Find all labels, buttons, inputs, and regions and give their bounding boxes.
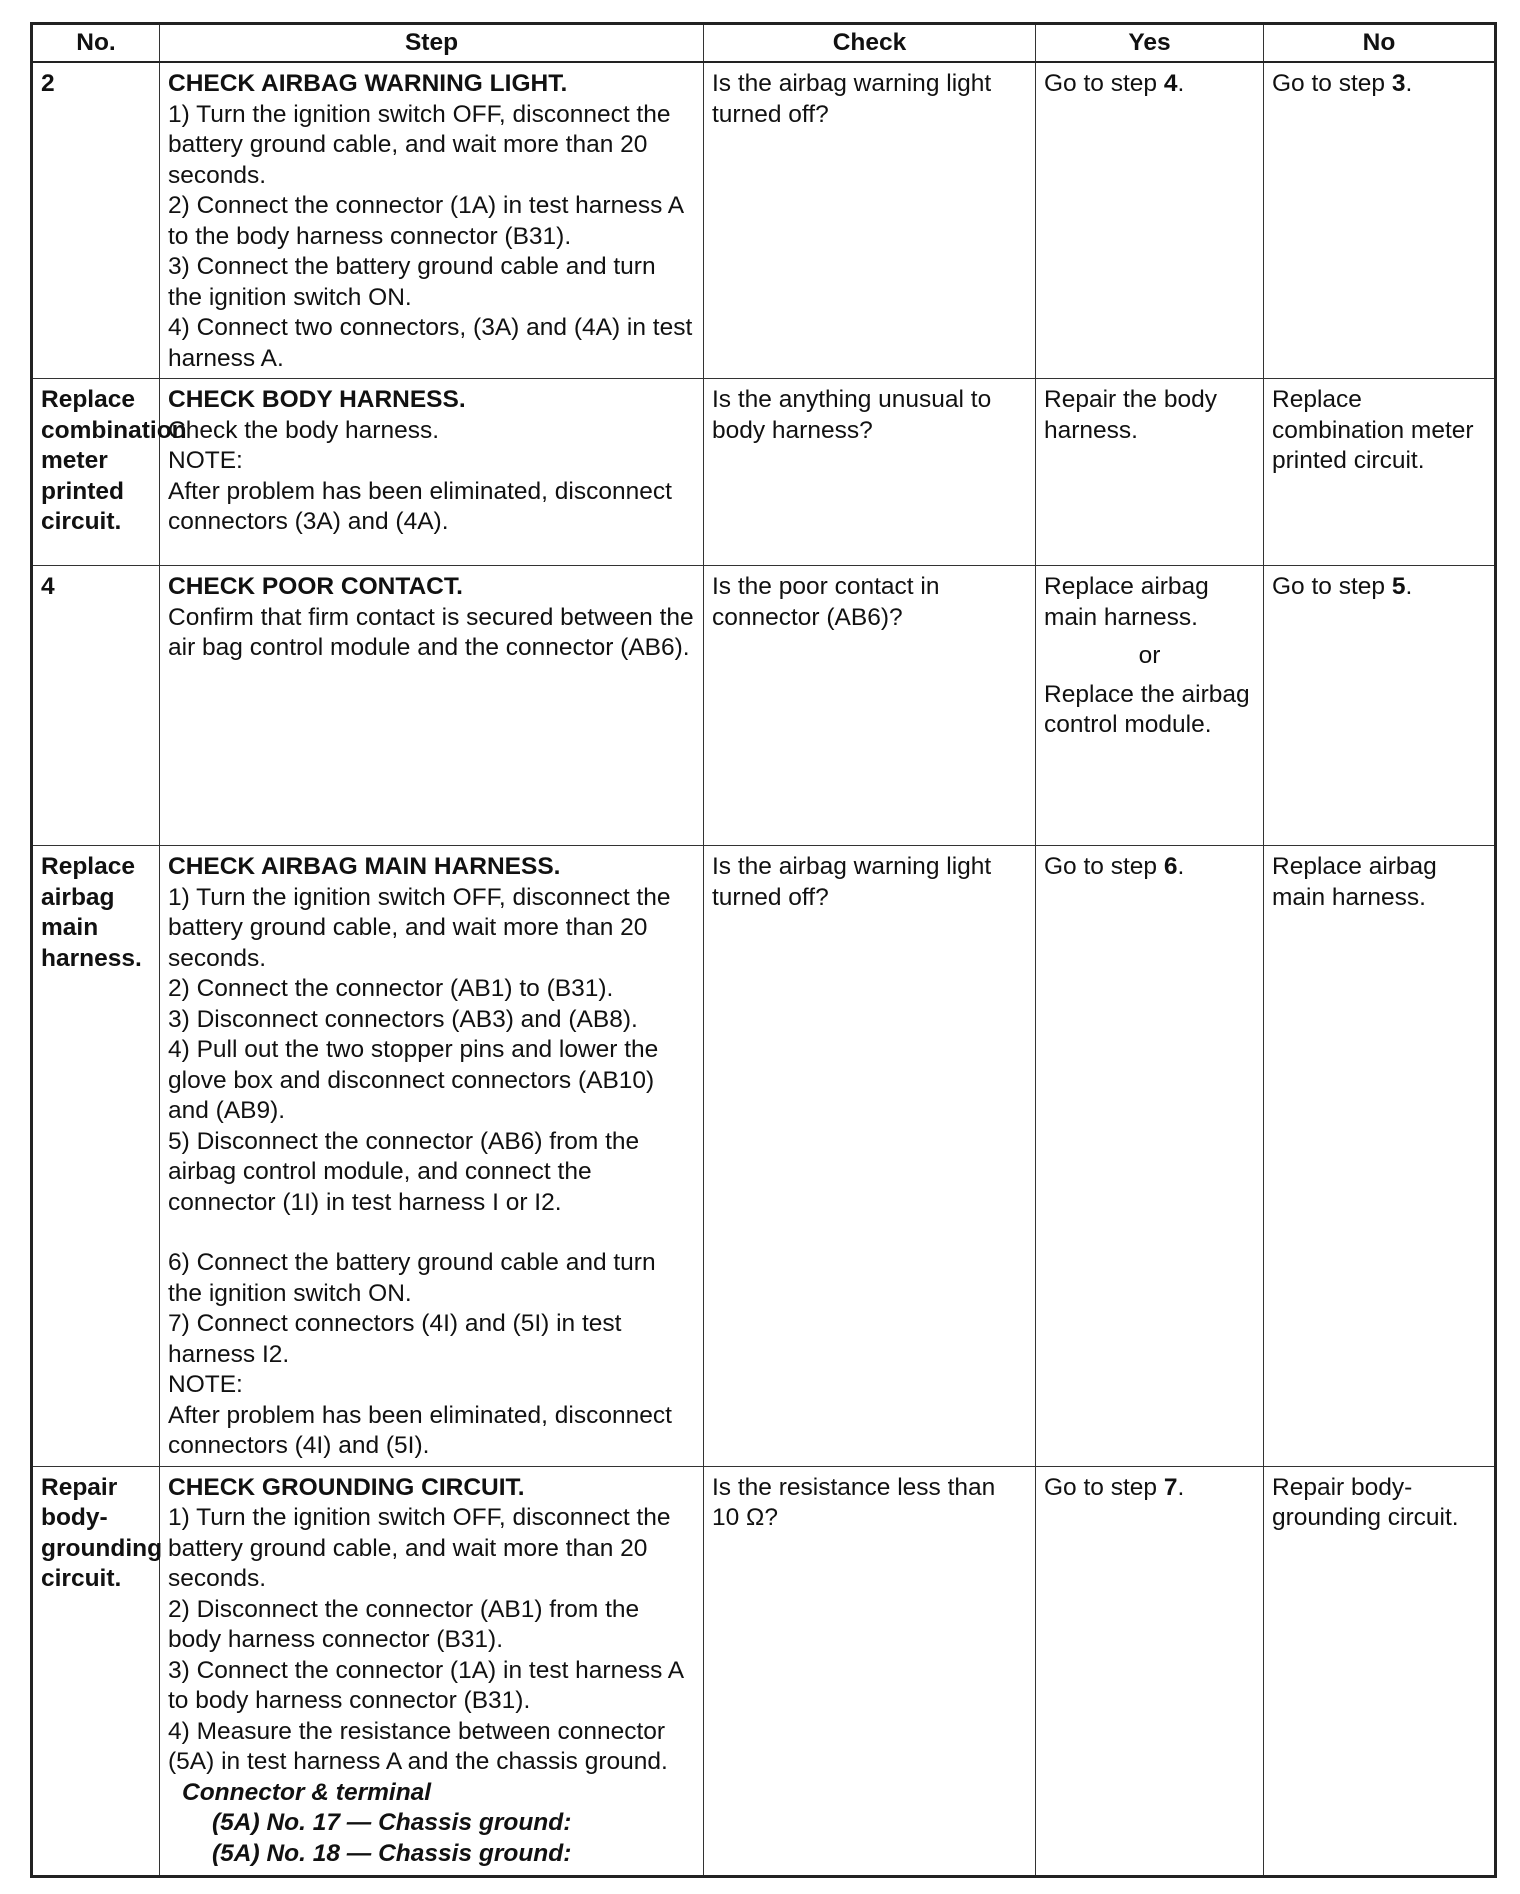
yes-option-b: Replace the airbag control module. xyxy=(1044,680,1250,738)
step-line: 6) Connect the battery ground cable and turn the ignition switch ON. xyxy=(168,1249,656,1307)
spacer xyxy=(168,1218,695,1248)
yes-text: Go to step xyxy=(1044,70,1164,97)
step-line: 4) Connect two connectors, (3A) and (4A) in test harness A. xyxy=(168,314,693,372)
connector-terminal-spec: (5A) No. 17 — Chassis ground: xyxy=(212,1809,572,1836)
yes-cell xyxy=(1036,846,1264,1467)
yes-or: or xyxy=(1138,642,1161,669)
header-row xyxy=(32,24,1496,63)
step-line: Confirm that firm contact is secured between the air bag control module and the connector (AB6). xyxy=(168,603,694,661)
row-number: Replace combination meter printed circuit. xyxy=(32,379,160,566)
header-yes: Yes xyxy=(1036,24,1264,63)
yes-suffix: . xyxy=(1177,853,1185,880)
step-line: Check the body harness. xyxy=(168,416,440,444)
no-cell xyxy=(1264,62,1496,379)
no-text: Go to step xyxy=(1272,70,1392,97)
no-cell: Repair body-grounding circuit. xyxy=(1264,1466,1496,1877)
yes-cell xyxy=(1036,566,1264,846)
table-row xyxy=(32,566,1496,846)
no-cell: Replace airbag main harness. xyxy=(1264,846,1496,1467)
table-row xyxy=(32,62,1496,379)
step-line: 3) Connect the battery ground cable and turn the ignition switch ON. xyxy=(168,253,656,311)
yes-suffix: . xyxy=(1177,1473,1185,1501)
row-number: 2 xyxy=(32,62,160,379)
check-cell: Is the resistance less than 10 Ω? xyxy=(704,1466,1036,1877)
header-step: Step xyxy=(160,24,704,63)
step-line: 3) Connect the connector (1A) in test harness A to body harness connector (B31). xyxy=(168,1656,683,1714)
no-suffix: . xyxy=(1405,573,1413,600)
step-line: 4) Measure the resistance between connector (5A) in test harness A and the chassis ground. xyxy=(168,1717,668,1775)
check-cell: Is the airbag warning light turned off? xyxy=(704,846,1036,1467)
step-cell xyxy=(160,379,704,566)
step-note: After problem has been eliminated, disconnect connectors (3A) and (4A). xyxy=(168,477,672,535)
no-text: Go to step xyxy=(1272,573,1392,600)
step-cell xyxy=(160,1466,704,1877)
step-line: 1) Turn the ignition switch OFF, disconnect the battery ground cable, and wait more than 20 seconds. xyxy=(168,100,671,189)
step-line: 5) Disconnect the connector (AB6) from the airbag control module, and connect the connector (1I) in test harness I or I2. xyxy=(168,1127,640,1216)
step-title: CHECK AIRBAG MAIN HARNESS. xyxy=(168,853,561,880)
yes-option-a: Replace airbag main harness. xyxy=(1044,573,1209,631)
connector-terminal-spec: (5A) No. 18 — Chassis ground: xyxy=(212,1839,572,1867)
check-cell: Is the airbag warning light turned off? xyxy=(704,62,1036,379)
row-number: 4 xyxy=(32,566,160,846)
diagnostic-table xyxy=(30,22,1497,1878)
header-no: No. xyxy=(32,24,160,63)
step-title: CHECK AIRBAG WARNING LIGHT. xyxy=(168,70,568,97)
step-line: 7) Connect connectors (4I) and (5I) in test harness I2. xyxy=(168,1310,622,1368)
yes-cell xyxy=(1036,1466,1264,1877)
step-line: 4) Pull out the two stopper pins and lower the glove box and disconnect connectors (AB10) and (AB9). xyxy=(168,1036,659,1124)
step-title: CHECK GROUNDING CIRCUIT. xyxy=(168,1473,525,1501)
step-line: 1) Turn the ignition switch OFF, disconnect the battery ground cable, and wait more than 20 seconds. xyxy=(168,1504,671,1592)
step-note-label: NOTE: xyxy=(168,447,243,474)
connector-terminal-heading: Connector & terminal xyxy=(182,1778,432,1806)
row-number: Repair body-grounding circuit. xyxy=(32,1466,160,1877)
yes-step-ref: 7 xyxy=(1163,1473,1178,1501)
step-line: 1) Turn the ignition switch OFF, disconnect the battery ground cable, and wait more than 20 seconds. xyxy=(168,883,671,972)
no-cell: Replace combination meter printed circuit. xyxy=(1264,379,1496,566)
step-note-label: NOTE: xyxy=(168,1371,243,1398)
yes-step-ref: 6 xyxy=(1163,853,1178,880)
yes-suffix: . xyxy=(1177,70,1185,97)
header-check: Check xyxy=(704,24,1036,63)
yes-cell: Repair the body harness. xyxy=(1036,379,1264,566)
step-cell xyxy=(160,566,704,846)
check-cell: Is the poor contact in connector (AB6)? xyxy=(704,566,1036,846)
step-line: 2) Connect the connector (AB1) to (B31). xyxy=(168,975,614,1002)
check-cell: Is the anything unusual to body harness? xyxy=(704,379,1036,566)
header-no-col: No xyxy=(1264,24,1496,63)
step-title: CHECK POOR CONTACT. xyxy=(168,573,463,600)
step-line: 3) Disconnect connectors (AB3) and (AB8). xyxy=(168,1005,638,1033)
no-suffix: . xyxy=(1405,70,1413,97)
row-number: Replace airbag main harness. xyxy=(32,846,160,1467)
no-cell xyxy=(1264,566,1496,846)
step-cell xyxy=(160,846,704,1467)
table-row xyxy=(32,846,1496,1467)
no-step-ref: 3 xyxy=(1391,70,1406,97)
step-title: CHECK BODY HARNESS. xyxy=(168,386,466,413)
yes-cell xyxy=(1036,62,1264,379)
table-row xyxy=(32,1466,1496,1877)
step-cell xyxy=(160,62,704,379)
step-line: 2) Connect the connector (1A) in test harness A to the body harness connector (B31). xyxy=(168,192,683,250)
table-row xyxy=(32,379,1496,566)
yes-step-ref: 4 xyxy=(1163,70,1178,97)
step-line: 2) Disconnect the connector (AB1) from the body harness connector (B31). xyxy=(168,1595,640,1653)
no-step-ref: 5 xyxy=(1391,573,1406,600)
step-note: After problem has been eliminated, disconnect connectors (4I) and (5I). xyxy=(168,1401,672,1459)
yes-text: Go to step xyxy=(1044,1473,1164,1501)
yes-text: Go to step xyxy=(1044,853,1164,880)
